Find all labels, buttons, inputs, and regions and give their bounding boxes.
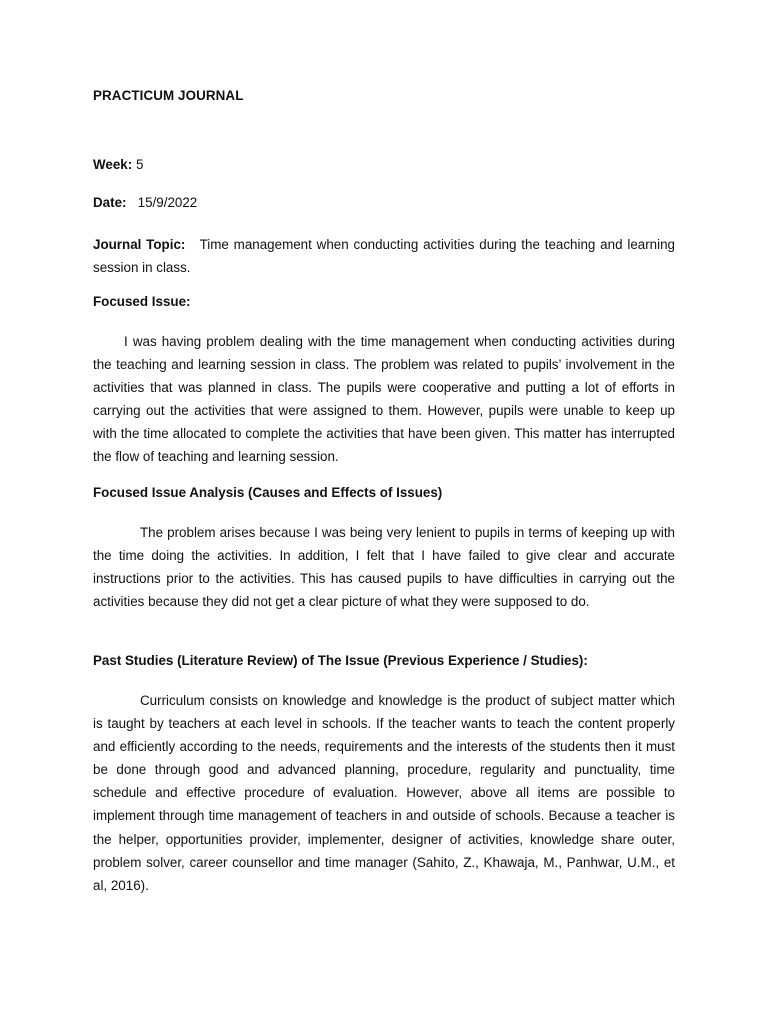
- section-body-focused-issue: I was having problem dealing with the time management when conducting activities during the teaching and learning session in class. The problem was related to pupils’ involvement in the activities that was planned in class. The pupils were cooperative and putting a lot of efforts in carrying out the activities that were assigned to them. However, pupils were unable to keep up with the time allocated to complete the activities that have been given. This matter has interrupted the flow of teaching and learning session.: [93, 334, 675, 465]
- journal-topic: [93, 233, 675, 279]
- journal-topic-label: Journal Topic:: [93, 237, 186, 252]
- journal-topic-value: Time management when conducting activities during the teaching and learning session in class.: [93, 237, 675, 275]
- section-heading-focused-issue: Focused Issue:: [93, 294, 191, 309]
- date-label: Date:: [93, 195, 127, 210]
- week-value: 5: [135, 157, 144, 172]
- week-field: [93, 157, 143, 172]
- section-body-past-studies: Curriculum consists on knowledge and knowledge is the product of subject matter which is taught by teachers at each level in schools. If the teacher wants to teach the content properly and efficiently according to the needs, requirements and the interests of the students then it must be done through good and advanced planning, procedure, regularity and punctuality, time schedule and effective procedure of evaluation. However, above all items are possible to implement through time management of teachers in and outside of schools. Because a teacher is the helper, opportunities provider, implementer, designer of activities, knowledge share outer, problem solver, career counsellor and time manager (Sahito, Z., Khawaja, M., Panhwar, U.M., et al, 2016).: [93, 693, 675, 893]
- date-value: 15/9/2022: [137, 195, 198, 210]
- section-heading-past-studies: Past Studies (Literature Review) of The Issue (Previous Experience / Studies):: [93, 653, 588, 668]
- section-heading-issue-analysis: Focused Issue Analysis (Causes and Effects of Issues): [93, 485, 443, 500]
- week-label: Week:: [93, 157, 133, 172]
- document-title: PRACTICUM JOURNAL: [93, 88, 244, 103]
- section-body-issue-analysis: The problem arises because I was being very lenient to pupils in terms of keeping up with the time doing the activities. In addition, I felt that I have failed to give clear and accurate instructions prior to the activities. This has caused pupils to have difficulties in carrying out the activities because they did not get a clear picture of what they were supposed to do.: [93, 525, 675, 610]
- date-field: [93, 195, 197, 210]
